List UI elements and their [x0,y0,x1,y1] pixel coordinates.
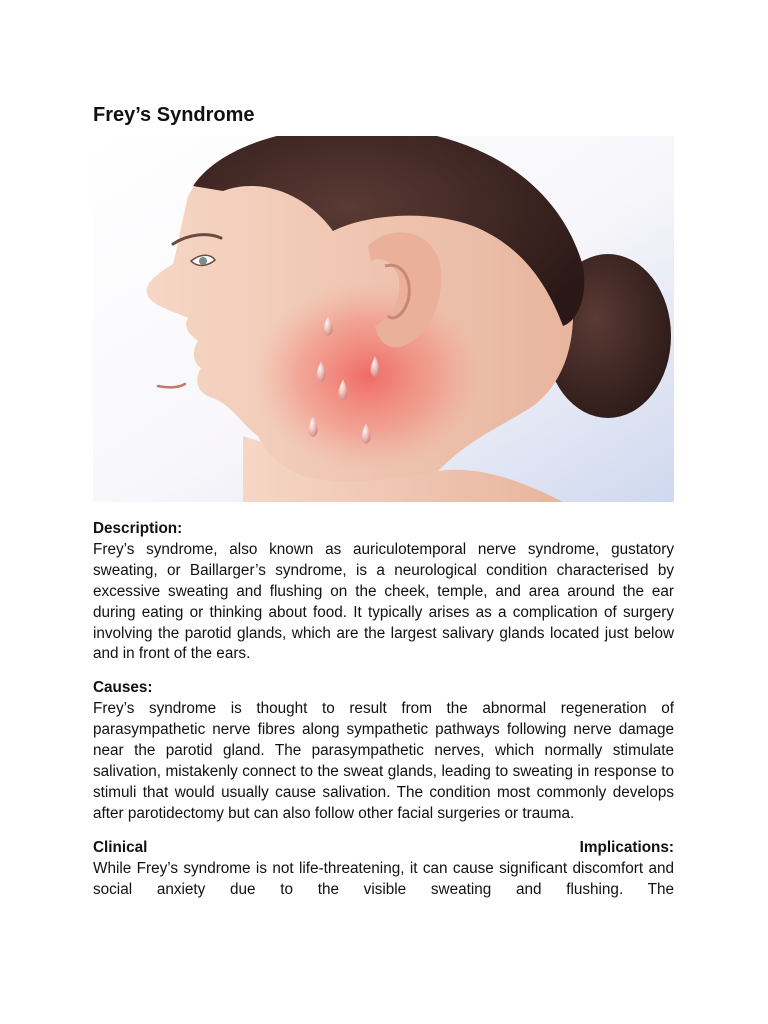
section-description [93,519,674,665]
document-body [93,519,674,913]
section-heading: Description: [93,520,183,537]
section-text: While Frey’s syndrome is not life-threatening, it can cause significant discomfort and social anxiety due to the visible sweating and flushing. The [93,859,674,898]
page-title: Frey’s Syndrome [93,104,255,126]
section-text: Frey’s syndrome is thought to result from the abnormal regeneration of parasympathetic nerve fibres along sympathetic pathways following nerve damage near the parotid gland. The parasympathetic nerves, which normally stimulate salivation, mistakenly connect to the sweat glands, leading to sweating in response to stimuli that would usually cause salivation. The condition most commonly develops after parotidectomy but can also follow other facial surgeries or trauma. [93,700,674,822]
illustration-figure [93,136,674,502]
section-heading-left: Clinical [93,838,148,856]
section-text: Frey’s syndrome, also known as auriculotemporal nerve syndrome, gustatory sweating, or Baillarger’s syndrome, is a neurological condition characterised by excessive sweating and flushing on the cheek, temple, and area around the ear during eating or thinking about food. It typically arises as a complication of surgery involving the parotid glands, which are the largest salivary glands located just below and in front of the ears. [93,540,674,663]
section-heading: Causes: [93,679,153,697]
section-causes [93,678,674,824]
section-heading [93,838,674,859]
section-clinical-implications [93,838,674,901]
section-heading-right: Implications: [579,838,674,856]
face-sweating-illustration [93,136,674,502]
